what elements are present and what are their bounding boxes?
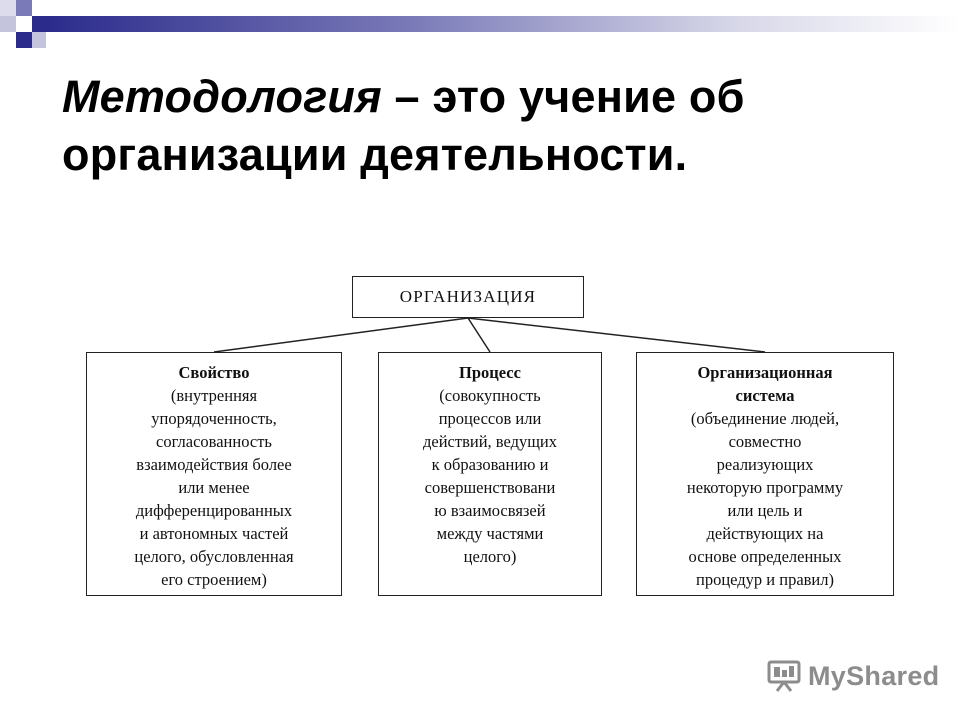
child-box-line: реализующих bbox=[716, 455, 814, 474]
child-box-line: процессов или bbox=[438, 409, 542, 428]
child-box-line: некоторую программу bbox=[686, 478, 844, 497]
child-box-organizational-system bbox=[636, 352, 894, 596]
watermark bbox=[766, 656, 939, 696]
root-box-organization: ОРГАНИЗАЦИЯ bbox=[352, 276, 584, 318]
title-term: Методология bbox=[62, 71, 382, 122]
child-box-line: (совокупность bbox=[439, 386, 541, 405]
child-box-line: целого, обусловленная bbox=[134, 547, 294, 566]
child-box-line: совместно bbox=[728, 432, 802, 451]
child-box-line: или цель и bbox=[727, 501, 803, 520]
child-box-line: упорядоченность, bbox=[151, 409, 277, 428]
child-box-line: или менее bbox=[178, 478, 250, 497]
child-box-line: основе определенных bbox=[688, 547, 842, 566]
child-box-line: совершенствовани bbox=[424, 478, 556, 497]
child-box-line: ю взаимосвязей bbox=[434, 501, 546, 520]
title-line2: организации деятельности. bbox=[62, 129, 688, 180]
child-box-line: (внутренняя bbox=[170, 386, 258, 405]
child-box-line: дифференцированных bbox=[135, 501, 293, 520]
child-box-property bbox=[86, 352, 342, 596]
child-box-line: целого) bbox=[463, 547, 517, 566]
child-box-line: (объединение людей, bbox=[690, 409, 840, 428]
child-box-heading: Процесс bbox=[459, 363, 521, 382]
child-box-line: процедур и правил) bbox=[696, 570, 834, 589]
child-box-line: его строением) bbox=[161, 570, 267, 589]
child-box-heading: Организационная bbox=[697, 363, 833, 382]
connector-line-left bbox=[214, 318, 468, 352]
watermark-text: MyShared bbox=[808, 660, 940, 691]
child-box-line: взаимодействия более bbox=[136, 455, 292, 474]
child-box-line: и автономных частей bbox=[139, 524, 289, 543]
child-box-line: согласованность bbox=[156, 432, 272, 451]
child-box-heading: система bbox=[735, 386, 795, 405]
child-box-line: к образованию и bbox=[431, 455, 549, 474]
child-box-process bbox=[378, 352, 602, 596]
child-box-heading: Свойство bbox=[178, 363, 250, 382]
child-box-line: действующих на bbox=[706, 524, 824, 543]
connector-line-right bbox=[468, 318, 765, 352]
child-box-line: между частями bbox=[436, 524, 544, 543]
child-box-line: действий, ведущих bbox=[422, 432, 557, 451]
title-rest-line1: – это учение об bbox=[381, 71, 745, 122]
presentation-icon bbox=[766, 658, 802, 694]
connector-line-middle bbox=[468, 318, 490, 352]
